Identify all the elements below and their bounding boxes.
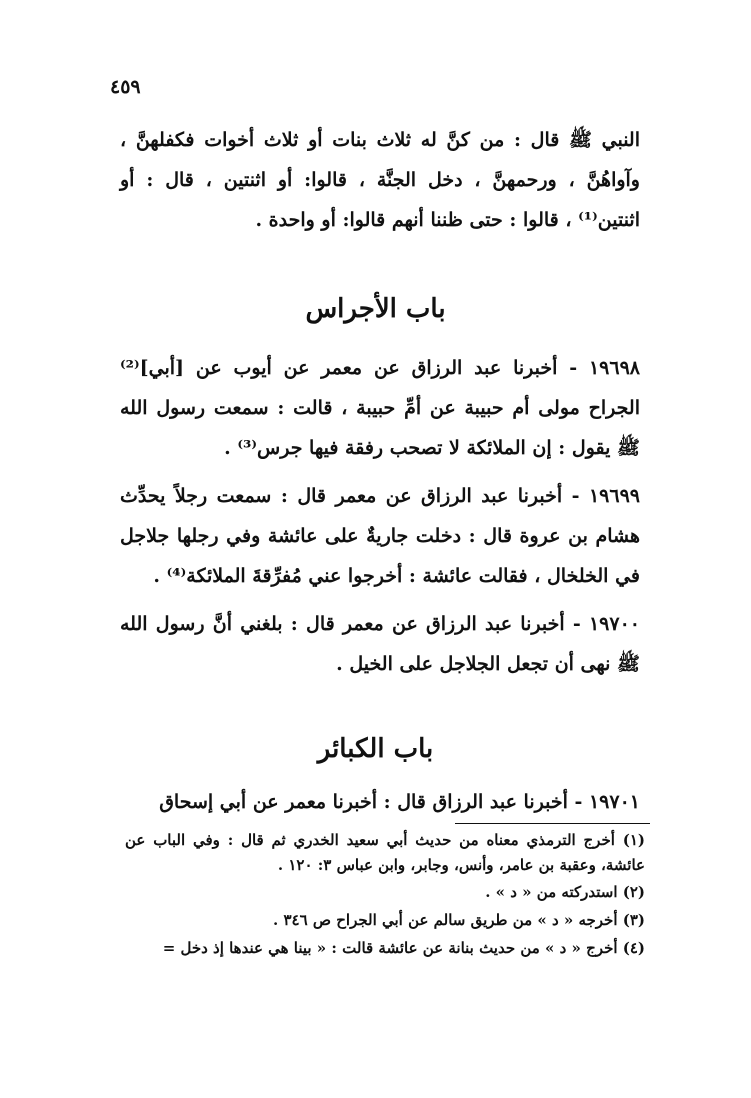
hadith-19698: ١٩٦٩٨ - أخبرنا عبد الرزاق عن معمر عن أيوب عن [أبي]⁽²⁾ الجراح مولى أم حبيبة عن أمِّ حبيبة ، قالت : سمعت رسول الله ﷺ يقول : إن الملائكة لا تصحب رفقة فيها جرس⁽³⁾ .	[120, 357, 640, 459]
footnote-3: (٣) أخرجه « د » من طريق سالم عن أبي الجراح ص ٣٤٦ .	[273, 911, 645, 929]
hadith-19701: ١٩٧٠١ - أخبرنا عبد الرزاق قال : أخبرنا معمر عن أبي إسحاق	[159, 791, 640, 813]
footnote-4: (٤) أخرج « د » من حديث بنانة عن عائشة قالت : « بينا هي عندها إذ دخل =	[162, 939, 645, 957]
footnote-2: (٢) استدركته من « د » .	[485, 883, 645, 901]
hadith-19700: ١٩٧٠٠ - أخبرنا عبد الرزاق عن معمر قال : بلغني أنَّ رسول الله ﷺ نهى أن تجعل الجلاجل على الخيل .	[120, 613, 640, 675]
section-heading-bells: باب الأجراس	[305, 294, 446, 324]
page-number: ٤٥٩	[110, 76, 141, 98]
continuation-paragraph: النبي ﷺ قال : من كنَّ له ثلاث بنات أو ثلاث أخوات فكفلهنَّ ، وآواهُنَّ ، ورحمهنَّ ، دخل الجنَّة ، قالوا: أو اثنتين ، قال : أو اثنتين⁽¹⁾ ، قالوا : حتى ظننا أنهم قالوا: أو واحدة .	[120, 129, 640, 231]
hadith-19699: ١٩٦٩٩ - أخبرنا عبد الرزاق عن معمر قال : سمعت رجلاً يحدِّث هشام بن عروة قال : دخلت جاريةٌ على عائشة وفي رجلها جلاجل في الخلخال ، فقالت عائشة : أخرجوا عني مُفرِّقةَ الملائكة⁽⁴⁾ .	[120, 485, 640, 587]
footnote-separator	[455, 823, 650, 824]
section-heading-major-sins: باب الكبائر	[317, 734, 434, 764]
footnote-1: (١) أخرج الترمذي معناه من حديث أبي سعيد الخدري ثم قال : وفي الباب عن عائشة، وعقبة بن عامر، وأنس، وجابر، وابن عباس ٣: ١٢٠ .	[125, 831, 645, 874]
